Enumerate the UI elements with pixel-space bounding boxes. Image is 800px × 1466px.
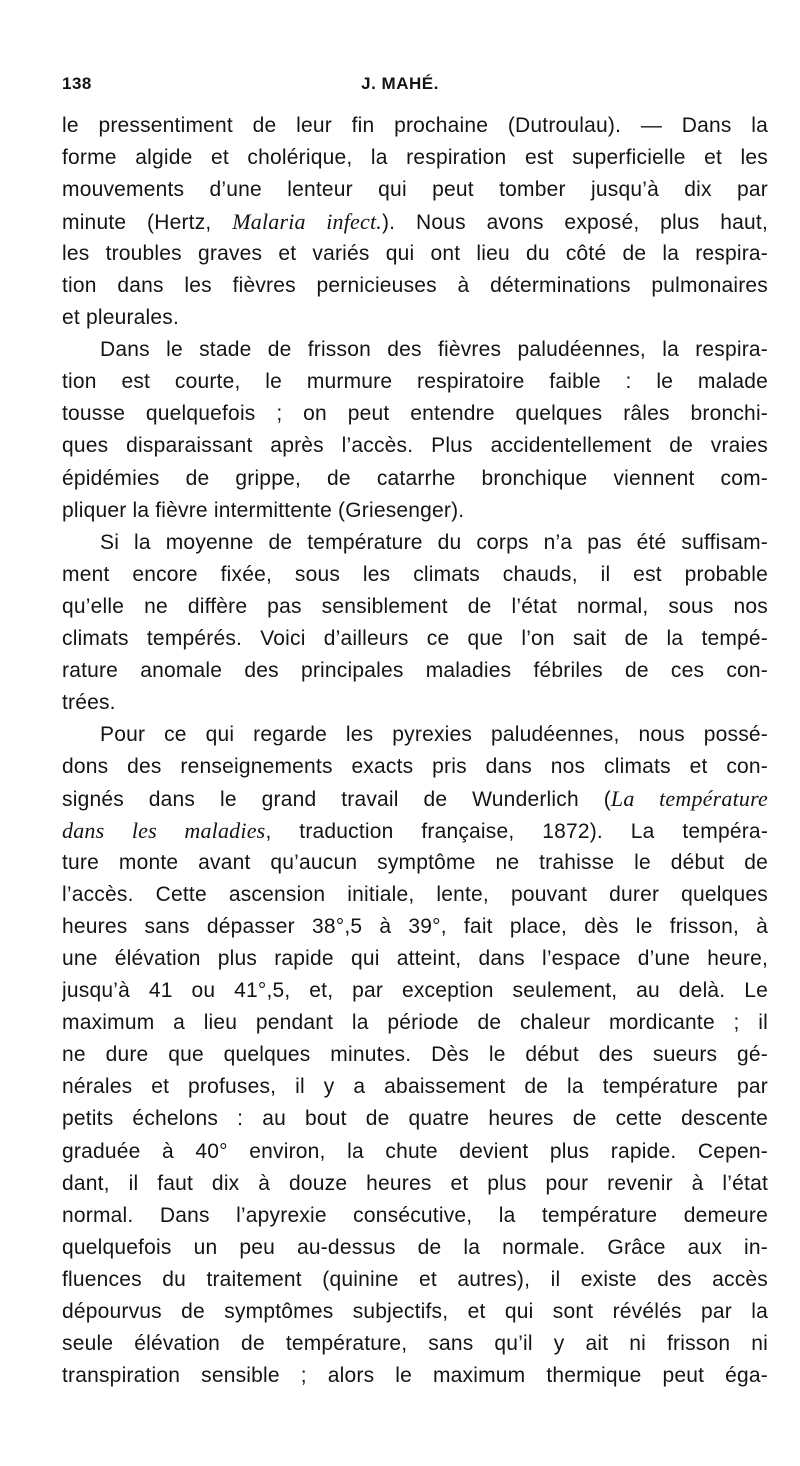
text-line: et pleurales.: [62, 306, 180, 330]
text-line: rature anomale des principales maladies fébriles de ces con-: [62, 658, 768, 682]
text-line: le pressentiment de leur fin prochaine (Dutroulau). — Dans la: [62, 114, 768, 137]
text-line: normal. Dans l’apyrexie consécutive, la température demeure: [62, 1203, 768, 1227]
text-line: ne dure que quelques minutes. Dès le début des sueurs gé-: [62, 1043, 768, 1067]
page-number: 138: [62, 74, 92, 93]
text-line: les troubles graves et variés qui ont lieu du côté de la respira-: [62, 242, 768, 266]
text-line: ques disparaissant après l’accès. Plus accidentellement de vraies: [62, 434, 768, 458]
paragraph-start-line: Dans le stade de frisson des fièvres paludéennes, la respira-: [100, 338, 768, 362]
paragraph-start-line: Pour ce qui regarde les pyrexies paludéennes, nous possé-: [100, 722, 768, 746]
text-line: climats tempérés. Voici d’ailleurs ce que l’on sait de la tempé-: [62, 626, 768, 650]
text-line: tousse quelquefois ; on peut entendre quelques râles bronchi-: [62, 402, 768, 426]
text-line: minute (Hertz, Malaria infect.). Nous avons exposé, plus haut,: [62, 209, 768, 235]
text-line: épidémies de grippe, de catarrhe bronchique viennent com-: [62, 466, 768, 490]
text-line: graduée à 40° environ, la chute devient plus rapide. Cepen-: [62, 1139, 768, 1163]
text-line: nérales et profuses, il y a abaissement de la température par: [62, 1075, 768, 1099]
text-line: forme algide et cholérique, la respiration est superficielle et les: [62, 146, 768, 170]
text-line: signés dans le grand travail de Wunderlich (La température: [62, 785, 768, 811]
text-line: seule élévation de température, sans qu’il y ait ni frisson ni: [62, 1331, 768, 1355]
text-line: tion est courte, le murmure respiratoire faible : le malade: [62, 370, 768, 394]
text-line: qu’elle ne diffère pas sensiblement de l’état normal, sous nos: [62, 594, 768, 618]
text-line: pliquer la fièvre intermittente (Griesenger).: [62, 498, 465, 522]
citation-italic: Malaria infect.: [232, 209, 382, 235]
citation-italic: dans les maladies: [62, 818, 266, 844]
text-line: dant, il faut dix à douze heures et plus pour revenir à l’état: [62, 1171, 768, 1195]
text-line: fluences du traitement (quinine et autres), il existe des accès: [62, 1267, 768, 1291]
text-line: mouvements d’une lenteur qui peut tomber jusqu’à dix par: [62, 178, 768, 202]
text-line: trées.: [62, 690, 116, 714]
text-line: heures sans dépasser 38°,5 à 39°, fait place, dès le frisson, à: [62, 915, 768, 939]
text-line: petits échelons : au bout de quatre heures de cette descente: [62, 1107, 768, 1131]
text-line: jusqu’à 41 ou 41°,5, et, par exception seulement, au delà. Le: [62, 979, 768, 1003]
text-line: ment encore fixée, sous les climats chauds, il est probable: [62, 562, 768, 586]
text-line: dans les maladies, traduction française, 1872). La tempéra-: [62, 818, 768, 844]
paragraph-start-line: Si la moyenne de température du corps n’a pas été suffisam-: [100, 530, 768, 554]
body-text: [62, 110, 768, 1392]
text-line: dépourvus de symptômes subjectifs, et qui sont révélés par la: [62, 1299, 768, 1323]
text-line: maximum a lieu pendant la période de chaleur mordicante ; il: [62, 1011, 768, 1035]
text-line: ture monte avant qu’aucun symptôme ne trahisse le début de: [62, 851, 768, 875]
text-line: tion dans les fièvres pernicieuses à déterminations pulmonaires: [62, 274, 768, 298]
text-line: l’accès. Cette ascension initiale, lente, pouvant durer quelques: [62, 883, 768, 907]
text-line: transpiration sensible ; alors le maximum thermique peut éga-: [62, 1363, 768, 1387]
citation-italic: La température: [610, 785, 768, 811]
running-head-author: J. MAHÉ.: [361, 74, 439, 93]
text-line: une élévation plus rapide qui atteint, dans l’espace d’une heure,: [62, 947, 768, 971]
text-line: dons des renseignements exacts pris dans nos climats et con-: [62, 754, 768, 778]
text-line: quelquefois un peu au-dessus de la normale. Grâce aux in-: [62, 1235, 768, 1259]
running-head: [62, 74, 768, 98]
